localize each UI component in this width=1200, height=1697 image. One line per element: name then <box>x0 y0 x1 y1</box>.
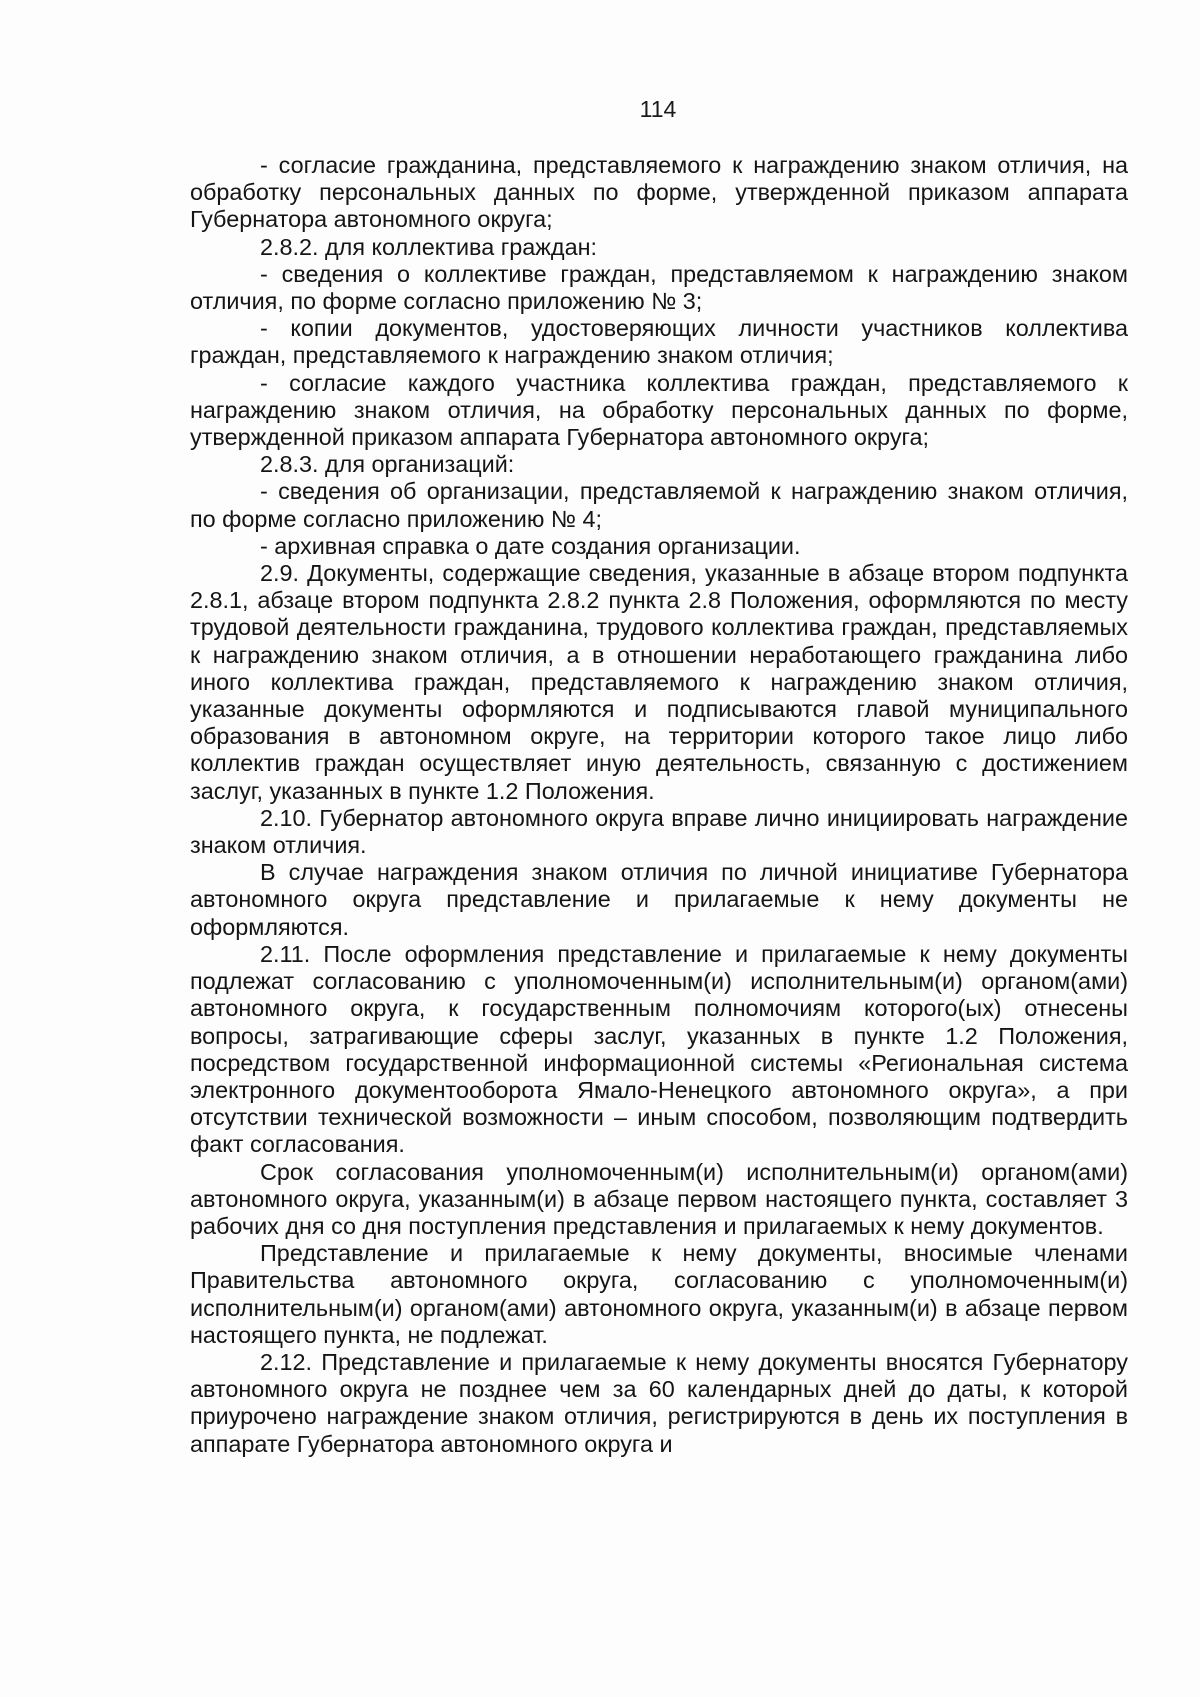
page-number: 114 <box>639 96 677 122</box>
paragraph: 2.11. После оформления представление и прилагаемые к нему документы подлежат согласованию с уполномоченным(и) исполнительным(и) органом(ами) автономного округа, к государственным полномочиям которого(ых) отнесены вопросы, затрагивающие сферы заслуг, указанных в пункте 1.2 Положения, посредством государственной информационной системы «Региональная система электронного документооборота Ямало-Ненецкого автономного округа», а при отсутствии технической возможности – иным способом, позволяющим подтвердить факт согласования. <box>190 940 1128 1158</box>
paragraph: - согласие гражданина, представляемого к награждению знаком отличия, на обработку персональных данных по форме, утвержденной приказом аппарата Губернатора автономного округа; <box>190 152 1128 233</box>
paragraph: 2.12. Представление и прилагаемые к нему документы вносятся Губернатору автономного округа не позднее чем за 60 календарных дней до даты, к которой приурочено награждение знаком отличия, регистрируются в день их поступления в аппарате Губернатора автономного округа и <box>190 1348 1128 1457</box>
paragraph: В случае награждения знаком отличия по личной инициативе Губернатора автономного округа представление и прилагаемые к нему документы не оформляются. <box>190 859 1128 940</box>
paragraph: Представление и прилагаемые к нему документы, вносимые членами Правительства автономного округа, согласованию с уполномоченным(и) исполнительным(и) органом(ами) автономного округа, указанным(и) в абзаце первом настоящего пункта, не подлежат. <box>190 1240 1128 1348</box>
paragraph: Срок согласования уполномоченным(и) исполнительным(и) органом(ами) автономного округа, указанным(и) в абзаце первом настоящего пункта, составляет 3 рабочих дня со дня поступления представления и прилагаемых к нему документов. <box>190 1158 1128 1239</box>
paragraph: - архивная справка о дате создания организации. <box>260 532 801 559</box>
document-body <box>190 152 1128 1458</box>
paragraph: - сведения о коллективе граждан, представляемом к награждению знаком отличия, по форме согласно приложению № 3; <box>190 260 1128 315</box>
paragraph: - согласие каждого участника коллектива граждан, представляемого к награждению знаком отличия, на обработку персональных данных по форме, утвержденной приказом аппарата Губернатора автономного округа; <box>190 369 1128 451</box>
paragraph: 2.8.3. для организаций: <box>260 451 515 478</box>
paragraph: 2.10. Губернатор автономного округа вправе лично инициировать награждение знаком отличия. <box>190 804 1128 859</box>
paragraph: - копии документов, удостоверяющих личности участников коллектива граждан, представляемого к награждению знаком отличия; <box>190 315 1128 369</box>
paragraph: 2.8.2. для коллектива граждан: <box>260 233 597 260</box>
paragraph: - сведения об организации, представляемой к награждению знаком отличия, по форме согласно приложению № 4; <box>190 478 1128 532</box>
paragraph: 2.9. Документы, содержащие сведения, указанные в абзаце втором подпункта 2.8.1, абзаце втором подпункта 2.8.2 пункта 2.8 Положения, оформляются по месту трудовой деятельности гражданина, трудового коллектива граждан, представляемых к награждению знаком отличия, а в отношении неработающего гражданина либо иного коллектива граждан, представляемого к награждению знаком отличия, указанные документы оформляются и подписываются главой муниципального образования в автономном округе, на территории которого такое лицо либо коллектив граждан осуществляет иную деятельность, связанную с достижением заслуг, указанных в пункте 1.2 Положения. <box>190 560 1128 804</box>
